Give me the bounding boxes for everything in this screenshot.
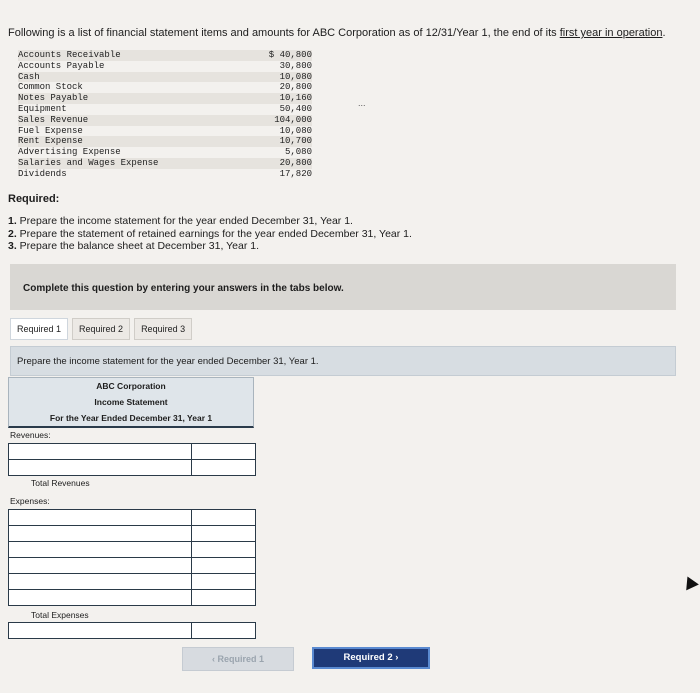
expense-row-account[interactable] — [9, 558, 192, 573]
tab-required-3[interactable]: Required 3 — [134, 318, 192, 340]
expense-row[interactable] — [8, 509, 256, 526]
required-item — [8, 240, 412, 253]
expense-row-account[interactable] — [9, 542, 192, 557]
expense-row-account[interactable] — [9, 510, 192, 525]
expense-row[interactable] — [8, 589, 256, 606]
item-amount: 104,000 — [274, 114, 312, 125]
item-label: Common Stock — [18, 82, 83, 93]
item-amount: 10,080 — [279, 125, 312, 136]
item-amount: $ 40,800 — [268, 50, 312, 60]
item-amount: 17,820 — [279, 168, 312, 179]
item-amount: 5,080 — [284, 147, 312, 158]
item-label: Advertising Expense — [18, 147, 121, 158]
item-label: Rent Expense — [18, 136, 83, 147]
chevron-left-icon: ‹ — [211, 654, 218, 664]
required-item-number: 2. — [8, 227, 17, 240]
total-expenses-input-row[interactable] — [8, 622, 256, 639]
required-list — [8, 215, 412, 253]
expense-row-account[interactable] — [9, 526, 192, 541]
expense-row[interactable] — [8, 541, 256, 558]
required-item-number: 3. — [8, 240, 17, 252]
items-list — [18, 50, 312, 180]
intro-main: Following is a list of financial statement items and amounts for ABC Corporation as of 12/31/Year 1, the end of its — [8, 27, 560, 39]
item-label: Sales Revenue — [18, 114, 89, 125]
total-expenses-label: Total Expenses — [31, 610, 89, 620]
item-label: Cash — [18, 71, 40, 82]
intro-text — [8, 27, 666, 39]
revenue-row-account[interactable] — [9, 460, 192, 475]
item-amount: 20,800 — [279, 157, 312, 168]
tab-required-2[interactable]: Required 2 — [72, 318, 130, 340]
item-label: Salaries and Wages Expense — [18, 157, 159, 168]
total-revenues-row — [8, 475, 254, 490]
revenues-label: Revenues: — [10, 430, 51, 440]
item-row — [18, 82, 312, 93]
prev-button[interactable] — [182, 647, 294, 671]
statement-title: Income Statement — [8, 394, 254, 410]
item-row — [18, 158, 312, 169]
item-row — [18, 104, 312, 115]
required-item — [8, 215, 412, 228]
prompt-text: Prepare the income statement for the year ended December 31, Year 1. — [17, 356, 319, 367]
item-row — [18, 147, 312, 158]
required-item-number: 1. — [8, 215, 17, 227]
statement-period: For the Year Ended December 31, Year 1 — [8, 410, 254, 428]
total-expenses-account[interactable] — [9, 623, 192, 638]
item-amount: 30,800 — [279, 60, 312, 71]
instruction-banner — [10, 264, 676, 310]
item-amount: 20,800 — [279, 82, 312, 93]
item-label: Dividends — [18, 168, 67, 179]
total-revenues-label: Total Revenues — [31, 478, 90, 488]
mouse-cursor-icon — [681, 574, 699, 591]
item-amount: 10,160 — [279, 93, 312, 104]
company-name: ABC Corporation — [8, 377, 254, 394]
item-label: Equipment — [18, 103, 67, 114]
statement-header — [8, 377, 254, 428]
next-label: Required 2 — [343, 652, 393, 663]
item-amount: 10,700 — [279, 136, 312, 147]
expense-row[interactable] — [8, 573, 256, 590]
intro-end: . — [662, 27, 666, 39]
expense-row[interactable] — [8, 525, 256, 542]
expense-row-account[interactable] — [9, 574, 192, 589]
expenses-label: Expenses: — [10, 496, 50, 506]
item-row — [18, 126, 312, 137]
instruction-text: Complete this question by entering your answers in the tabs below. — [23, 283, 344, 294]
item-row — [18, 136, 312, 147]
item-row — [18, 61, 312, 72]
revenue-row[interactable] — [8, 459, 256, 476]
required-item-text: Prepare the income statement for the year ended December 31, Year 1. — [16, 215, 353, 227]
tab-required-1[interactable]: Required 1 — [10, 318, 68, 340]
item-amount: 50,400 — [279, 103, 312, 114]
item-label: Accounts Receivable — [18, 50, 121, 60]
intro-underlined: first year in operation — [559, 27, 663, 39]
item-label: Fuel Expense — [18, 125, 83, 136]
item-row — [18, 93, 312, 104]
item-row — [18, 115, 312, 126]
required-item — [8, 228, 412, 241]
expense-row-account[interactable] — [9, 590, 192, 605]
item-row — [18, 50, 312, 61]
chevron-right-icon: › — [392, 652, 399, 663]
prev-label: Required 1 — [217, 654, 264, 664]
next-button[interactable] — [312, 647, 430, 669]
required-item-text: Prepare the statement of retained earnings for the year ended December 31, Year 1. — [16, 227, 412, 240]
expense-row[interactable] — [8, 557, 256, 574]
revenue-row-account[interactable] — [9, 444, 192, 459]
total-expenses-row — [8, 607, 254, 622]
revenue-row[interactable] — [8, 443, 256, 460]
required-heading: Required: — [8, 193, 60, 205]
item-row — [18, 169, 312, 180]
required-item-text: Prepare the balance sheet at December 31, Year 1. — [16, 240, 260, 252]
item-label: Accounts Payable — [18, 60, 105, 71]
item-label: Notes Payable — [18, 93, 89, 104]
item-amount: 10,080 — [279, 71, 312, 82]
item-row — [18, 72, 312, 83]
tab-prompt — [10, 346, 676, 376]
tab-bar — [10, 318, 192, 340]
more-dots: ... — [358, 98, 366, 108]
